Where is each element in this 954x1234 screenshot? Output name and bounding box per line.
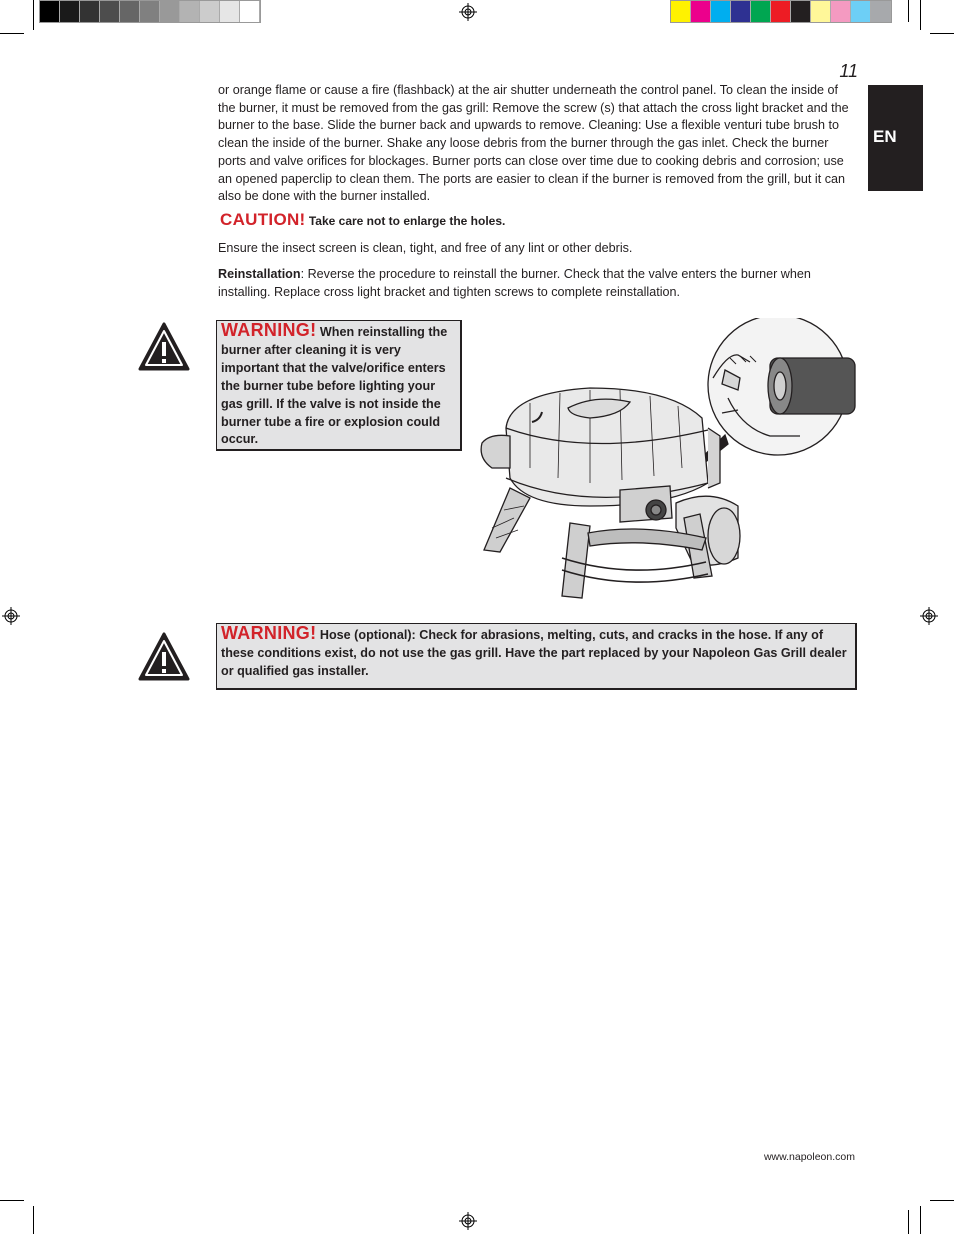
language-tab-label: EN xyxy=(873,127,897,146)
burner-cleaning-paragraph: or orange flame or cause a fire (flashback) at the air shutter underneath the control panel. To clean the inside of the burner, it must be removed from the gas grill: Remove the screw (s) that attach the cross light bracket and the burner to the base. Slide the burner back and upwards to remove. Cleaning: Use a flexible venturi tube brush to clean the inside of the burner. Shake any loose debris from the burner through the gas inlet. Check the burner ports and valve orifices for blockages. Burner ports can close over time due to cooking debris and corrosion; use an opened paperclip to clean them. The ports are easier to clean if the burner is removed from the grill, but it can also be done with the burner installed. xyxy=(218,83,849,204)
color-swatch xyxy=(831,1,851,22)
color-swatch xyxy=(220,1,240,22)
warning-text: Hose (optional): Check for abrasions, melting, cuts, and cracks in the hose. If any of these conditions exist, do not use the gas grill. Have the part replaced by your Napoleon Gas Grill dealer or qualified gas installer. xyxy=(221,628,847,678)
color-swatch xyxy=(140,1,160,22)
crop-mark xyxy=(920,0,921,30)
color-swatch xyxy=(200,1,220,22)
color-swatch xyxy=(771,1,791,22)
registration-mark-icon xyxy=(920,607,938,625)
crop-mark xyxy=(908,0,909,22)
color-swatch xyxy=(851,1,871,22)
color-swatch xyxy=(180,1,200,22)
crop-mark xyxy=(0,33,24,34)
insect-screen-paragraph: Ensure the insect screen is clean, tight, and free of any lint or other debris. xyxy=(218,241,633,255)
color-swatch xyxy=(671,1,691,22)
color-swatch xyxy=(40,1,60,22)
warning-label: WARNING! xyxy=(221,320,317,340)
color-swatch xyxy=(871,1,891,22)
warning-box-hose xyxy=(216,623,857,690)
color-swatch xyxy=(751,1,771,22)
language-tab xyxy=(868,85,923,191)
footer-website: www.napoleon.com xyxy=(763,1151,855,1163)
color-swatch xyxy=(60,1,80,22)
caution-text: Take care not to enlarge the holes. xyxy=(308,214,506,228)
registration-mark-icon xyxy=(459,1212,477,1230)
grayscale-swatch-strip xyxy=(39,0,261,23)
color-swatch xyxy=(160,1,180,22)
crop-mark xyxy=(33,0,34,30)
color-swatch xyxy=(100,1,120,22)
color-swatch-strip xyxy=(670,0,892,23)
color-swatch xyxy=(120,1,140,22)
reinstallation-paragraph xyxy=(218,266,856,301)
reinstallation-label: Reinstallation xyxy=(218,267,301,281)
caution-line xyxy=(220,210,505,230)
warning-box-burner-reinstall xyxy=(216,320,462,451)
warning-label: WARNING! xyxy=(221,623,317,643)
color-swatch xyxy=(80,1,100,22)
crop-mark xyxy=(930,1200,954,1201)
warning-text: When reinstalling the burner after cleaning it is very important that the valve/orifice enters the burner tube before lighting your gas grill. If the valve is not inside the burner tube a fire or explosion could occur. xyxy=(221,325,448,447)
caution-label: CAUTION! xyxy=(220,210,306,229)
color-swatch xyxy=(691,1,711,22)
color-swatch xyxy=(791,1,811,22)
warning-triangle-icon xyxy=(138,632,190,682)
page-number: 11 xyxy=(839,61,858,81)
crop-mark xyxy=(0,1200,24,1201)
reinstallation-text: : Reverse the procedure to reinstall the burner. Check that the valve enters the burner when installing. Replace cross light bracket and tighten screws to complete reinstallation. xyxy=(218,267,811,299)
registration-mark-icon xyxy=(459,3,477,21)
grill-burner-illustration xyxy=(470,318,858,606)
crop-mark xyxy=(33,1206,34,1234)
color-swatch xyxy=(240,1,260,22)
color-swatch xyxy=(811,1,831,22)
crop-mark xyxy=(908,1210,909,1234)
color-swatch xyxy=(711,1,731,22)
crop-mark xyxy=(920,1206,921,1234)
warning-triangle-icon xyxy=(138,322,190,372)
color-swatch xyxy=(731,1,751,22)
registration-mark-icon xyxy=(2,607,20,625)
crop-mark xyxy=(930,33,954,34)
